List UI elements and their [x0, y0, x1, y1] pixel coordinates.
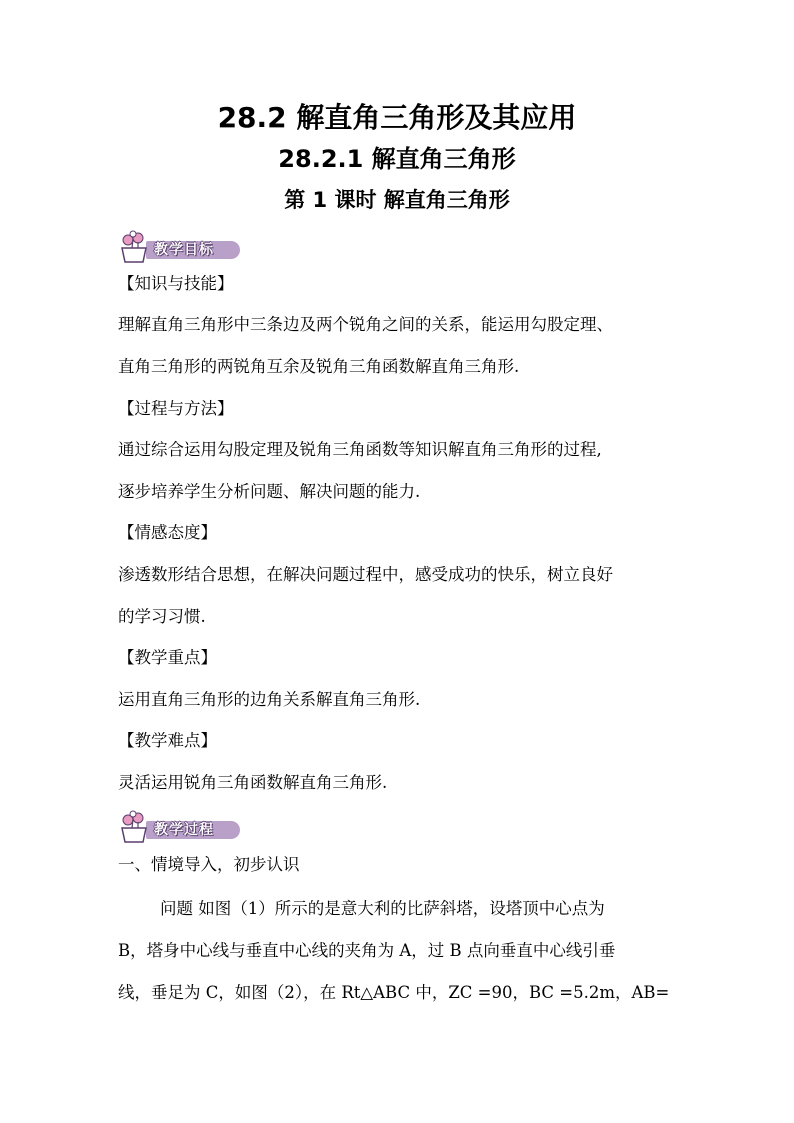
problem-text-1: 问题 如图（1）所示的是意大利的比萨斜塔，设塔顶中心点为 — [160, 899, 605, 918]
main-title: 28.2 解直角三角形及其应用 — [217, 101, 577, 134]
flower-pot-icon — [116, 230, 156, 264]
emotion-heading: 【情感态度】 — [118, 523, 217, 542]
knowledge-text-2: 直角三角形的两锐角互余及锐角三角函数解直角三角形. — [118, 357, 520, 376]
emotion-text-1: 渗透数形结合思想，在解决问题过程中，感受成功的快乐，树立良好 — [118, 565, 613, 584]
objectives-banner — [116, 230, 242, 262]
process-text-2: 逐步培养学生分析问题、解决问题的能力. — [118, 482, 421, 501]
problem-text-3: 线，垂足为 C，如图（2），在 Rt△ABC 中，ZC =90，BC =5.2m，AB= — [118, 983, 670, 1002]
process-banner — [116, 810, 242, 842]
knowledge-text-1: 理解直角三角形中三条边及两个锐角之间的关系，能运用勾股定理、 — [118, 315, 613, 334]
problem-text-2: B，塔身中心线与垂直中心线的夹角为 A，过 B 点向垂直中心线引垂 — [118, 941, 616, 960]
flower-pot-icon — [116, 810, 156, 844]
lesson-title: 第 1 课时 解直角三角形 — [284, 188, 510, 212]
key-point-text: 运用直角三角形的边角关系解直角三角形. — [118, 690, 421, 709]
difficulty-text: 灵活运用锐角三角函数解直角三角形. — [118, 773, 388, 792]
step-1-heading: 一、情境导入，初步认识 — [118, 855, 300, 874]
emotion-text-2: 的学习习惯. — [118, 607, 206, 626]
process-text-1: 通过综合运用勾股定理及锐角三角函数等知识解直角三角形的过程, — [118, 440, 602, 459]
process-banner-label: 教学过程 — [154, 822, 214, 838]
objectives-banner-label: 教学目标 — [154, 242, 214, 258]
difficulty-heading: 【教学难点】 — [118, 731, 217, 750]
process-heading: 【过程与方法】 — [118, 399, 234, 418]
key-point-heading: 【教学重点】 — [118, 648, 217, 667]
section-title: 28.2.1 解直角三角形 — [278, 145, 516, 173]
knowledge-heading: 【知识与技能】 — [118, 274, 234, 293]
